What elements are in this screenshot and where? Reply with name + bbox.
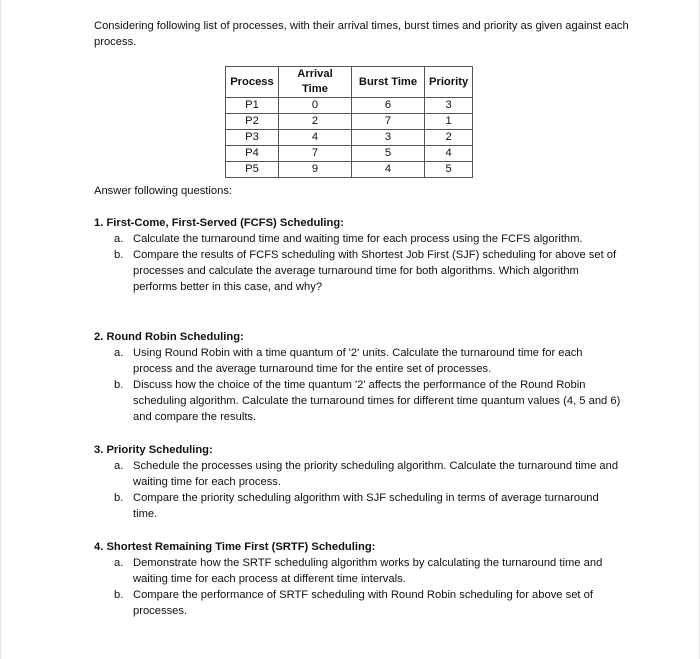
section-title: 1. First-Come, First-Served (FCFS) Scheduling: <box>94 217 344 229</box>
column-header-priority: Priority <box>425 67 473 98</box>
column-header-burst-time: Burst Time <box>352 67 425 98</box>
question-item <box>94 345 624 377</box>
table-row <box>226 114 473 130</box>
section-srtf <box>94 539 624 619</box>
column-header-process: Process <box>226 67 279 98</box>
item-letter: a. <box>114 460 124 472</box>
column-header-arrival-time: Arrival Time <box>279 67 352 98</box>
section-round-robin <box>94 329 624 425</box>
item-text: Compare the performance of SRTF scheduling with Round Robin scheduling for above set of processes. <box>133 589 593 617</box>
cell-burst-time: 7 <box>352 114 425 130</box>
cell-arrival-time: 9 <box>279 162 352 178</box>
process-table <box>225 66 473 178</box>
question-item <box>94 247 624 295</box>
question-item <box>94 231 624 247</box>
item-letter: b. <box>114 492 124 504</box>
cell-burst-time: 3 <box>352 130 425 146</box>
cell-burst-time: 5 <box>352 146 425 162</box>
table-row <box>226 130 473 146</box>
cell-burst-time: 6 <box>352 98 425 114</box>
cell-priority: 3 <box>425 98 473 114</box>
intro-paragraph: Considering following list of processes, with their arrival times, burst times and priority as given against each process. <box>94 20 629 48</box>
item-letter: a. <box>114 557 124 569</box>
question-item <box>94 377 624 425</box>
item-text: Compare the priority scheduling algorithm with SJF scheduling in terms of average turnaround time. <box>133 492 599 520</box>
section-priority <box>94 442 624 522</box>
cell-arrival-time: 7 <box>279 146 352 162</box>
item-letter: b. <box>114 379 124 391</box>
cell-process: P3 <box>226 130 279 146</box>
question-item <box>94 458 624 490</box>
cell-burst-time: 4 <box>352 162 425 178</box>
cell-priority: 2 <box>425 130 473 146</box>
section-fcfs <box>94 215 624 295</box>
item-letter: b. <box>114 249 124 261</box>
question-item <box>94 587 624 619</box>
item-text: Calculate the turnaround time and waiting time for each process using the FCFS algorithm. <box>133 233 583 245</box>
cell-process: P5 <box>226 162 279 178</box>
cell-arrival-time: 4 <box>279 130 352 146</box>
cell-process: P2 <box>226 114 279 130</box>
table-row <box>226 98 473 114</box>
cell-process: P1 <box>226 98 279 114</box>
item-text: Schedule the processes using the priority scheduling algorithm. Calculate the turnaround time and waiting time for each process. <box>133 460 619 488</box>
cell-priority: 4 <box>425 146 473 162</box>
answer-prompt: Answer following questions: <box>94 185 233 197</box>
table-row <box>226 146 473 162</box>
question-item <box>94 490 624 522</box>
question-item <box>94 555 624 587</box>
cell-process: P4 <box>226 146 279 162</box>
item-text: Using Round Robin with a time quantum of '2' units. Calculate the turnaround time for each process and the average turnaround time for the entire set of processes. <box>133 347 583 375</box>
cell-priority: 1 <box>425 114 473 130</box>
item-letter: b. <box>114 589 124 601</box>
item-text: Demonstrate how the SRTF scheduling algorithm works by calculating the turnaround time and waiting time for each process at different time intervals. <box>133 557 603 585</box>
section-title: 2. Round Robin Scheduling: <box>94 331 244 343</box>
item-letter: a. <box>114 233 124 245</box>
item-text: Discuss how the choice of the time quantum '2' affects the performance of the Round Robin scheduling algorithm. Calculate the turnaround times for different time quantum values (4, 5 and 6) and compare the results. <box>133 379 621 423</box>
table-header-row <box>226 67 473 98</box>
item-letter: a. <box>114 347 124 359</box>
cell-arrival-time: 0 <box>279 98 352 114</box>
section-title: 4. Shortest Remaining Time First (SRTF) Scheduling: <box>94 541 376 553</box>
cell-arrival-time: 2 <box>279 114 352 130</box>
item-text: Compare the results of FCFS scheduling with Shortest Job First (SJF) scheduling for above set of processes and calculate the average turnaround time for both algorithms. Which algorithm performs better in this case, and why? <box>133 249 617 293</box>
section-title: 3. Priority Scheduling: <box>94 444 213 456</box>
table-row <box>226 162 473 178</box>
cell-priority: 5 <box>425 162 473 178</box>
